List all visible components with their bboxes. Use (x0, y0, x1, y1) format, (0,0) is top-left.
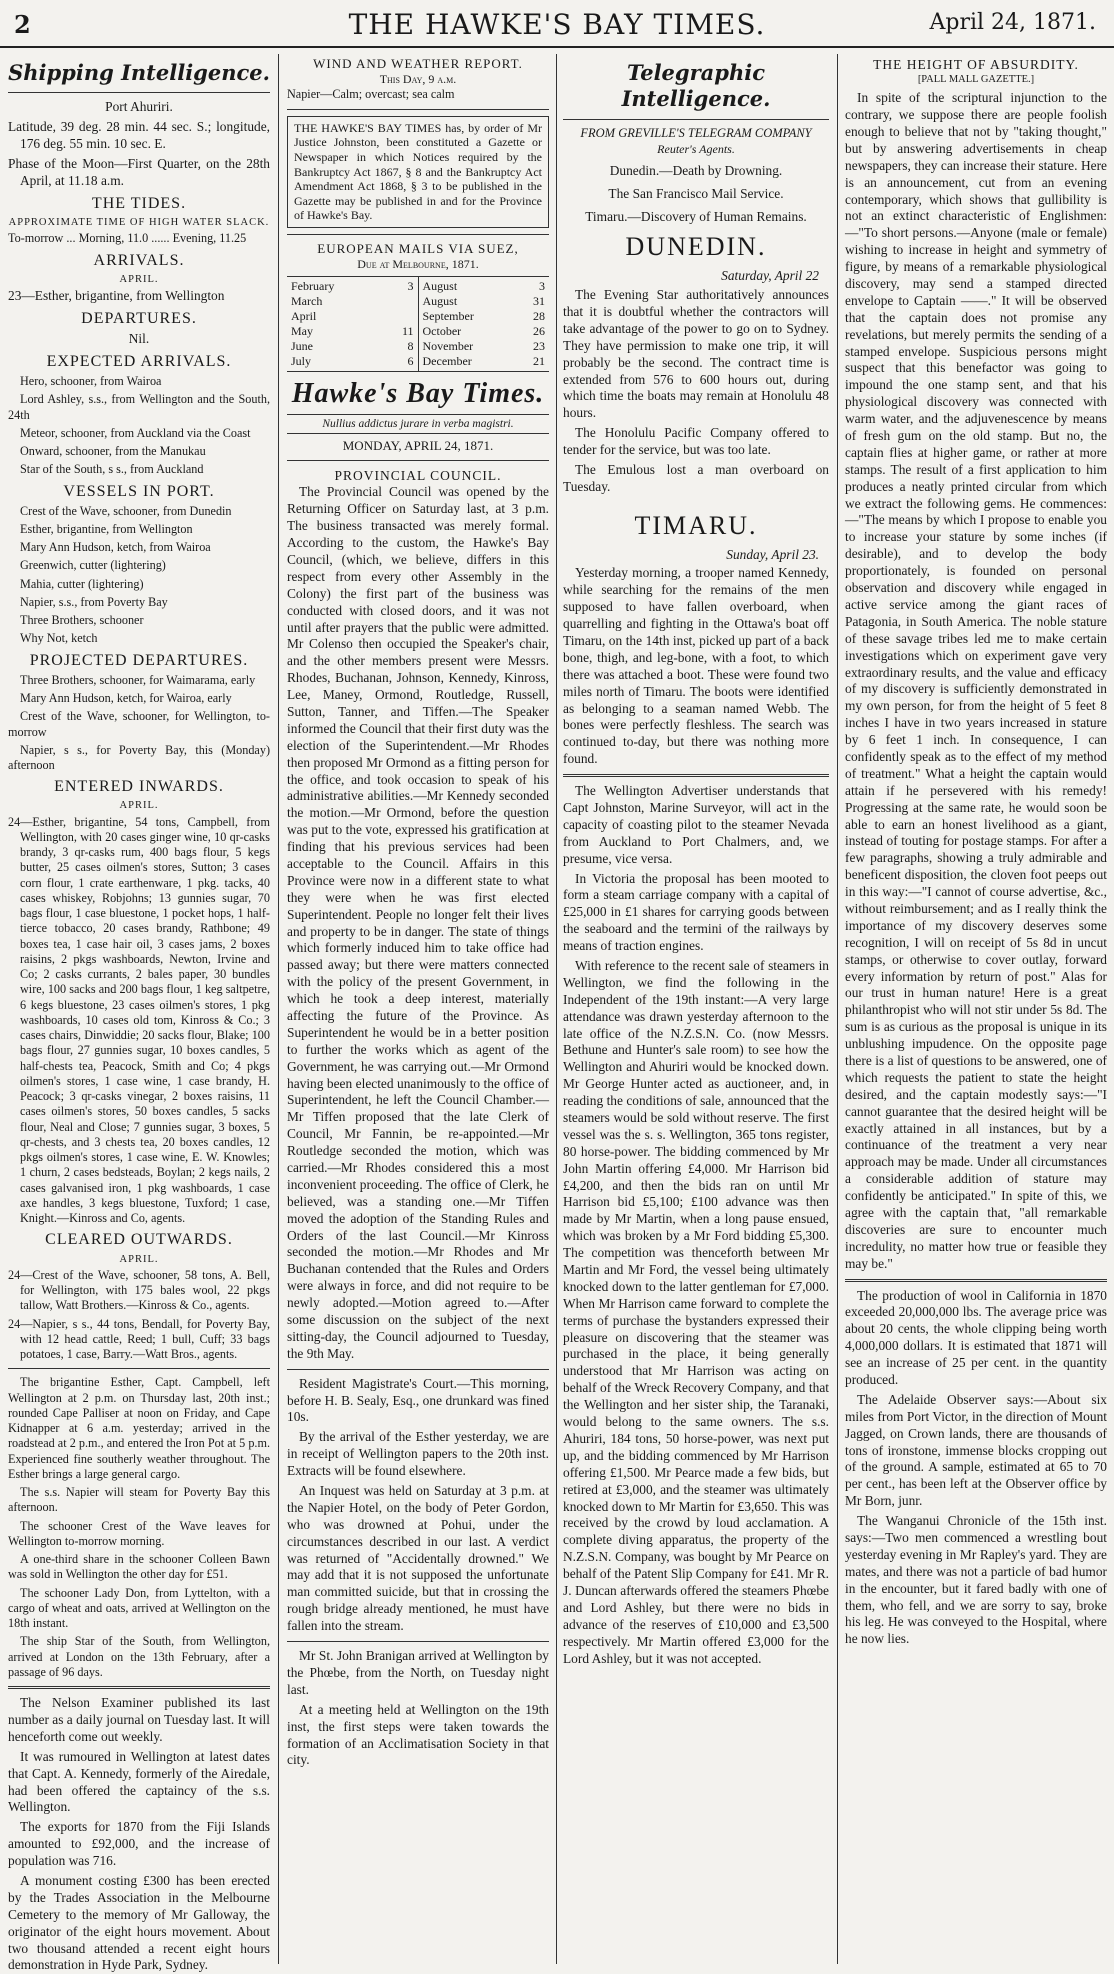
telegraphic-heading: Telegraphic Intelligence. (621, 60, 771, 112)
mails-right (419, 277, 550, 372)
weather-heading: WIND AND WEATHER REPORT. (313, 56, 523, 71)
cleared-month: APRIL. (119, 1253, 159, 1265)
divider (563, 119, 829, 120)
column-4 (845, 56, 1107, 1962)
vessel-item: Mahia, cutter (lightering) (20, 576, 144, 591)
news-item: The Adelaide Observer says:—About six miles from Port Victor, in the direction of Mount Jagged, on Crown lands, there are thousands of tons of ironstone, immense blocks cropping out of the ground. A sample, estimated at 65 to 70 per cent., has been left at the Observer office by Mr Born, junr. (845, 1391, 1107, 1509)
vessel-item: Esther, brigantine, from Wellington (20, 521, 193, 536)
column-rule (837, 54, 838, 1964)
divider (8, 1368, 270, 1369)
arrival-entry: 23—Esther, brigantine, from Wellington (8, 287, 225, 303)
news-item: Resident Magistrate's Court.—This morning, before H. B. Sealy, Esq., one drunkard was fined 10s. (287, 1375, 549, 1425)
port-name: Port Ahuriri. (105, 99, 173, 115)
dunedin-heading: DUNEDIN. (625, 232, 767, 262)
divider (287, 234, 549, 235)
news-item: By the arrival of the Esther yesterday, we are in receipt of Wellington papers to the 20th inst. Extracts will be found elsewhere. (287, 1429, 549, 1479)
mails-row: August 31 (422, 293, 545, 308)
column-rule (278, 54, 279, 1964)
column-1 (8, 56, 270, 1973)
expected-item: Star of the South, s s., from Auckland (20, 462, 204, 477)
projected-item: Three Brothers, schooner, for Waimarama, early (20, 672, 256, 687)
news-item: The Wellington Advertiser understands that Capt Johnston, Marine Surveyor, will act in the capacity of coasting pilot to the steamer Nevada from Auckland to Port Chalmers, and, we presume, vice versa. (563, 783, 829, 866)
news-item: The exports for 1870 from the Fiji Islands amounted to £92,000, and the increase of population was 716. (8, 1819, 270, 1869)
vessel-item: Greenwich, cutter (lightering) (20, 558, 166, 573)
timaru-paragraph: Yesterday morning, a trooper named Kennedy, while searching for the remains of the men supposed to have fallen overboard, when quarrelling and fighting in the Ottawa's boat off Timaru, on the 14th inst, picked up part of a back bone, thigh, and leg-bone, with a foot, to which there was attached a boot. These were found two miles north of Timaru. The boots were identified as belonging to a seaman named Webb. The bones were perfectly fleshless. The search was continued to-day, but there was nothing more found. (563, 565, 829, 767)
mails-row: May 11 (291, 323, 414, 338)
latlong: Latitude, 39 deg. 28 min. 44 sec. S.; longitude, 176 deg. 55 min. 10 sec. E. (8, 119, 270, 152)
mails-heading: EUROPEAN MAILS VIA SUEZ, (317, 241, 519, 257)
projected-item: Napier, s s., for Poverty Bay, this (Monday) afternoon (8, 742, 270, 773)
moon-phase: Phase of the Moon—First Quarter, on the 28th April, at 11.18 a.m. (8, 156, 270, 189)
article-source: [PALL MALL GAZETTE.] (917, 74, 1035, 85)
mails-row: September 28 (422, 308, 545, 323)
article-heading: THE HEIGHT OF ABSURDITY. (873, 57, 1079, 72)
tides-heading: THE TIDES. (91, 194, 187, 212)
news-item: The production of wool in California in 1870 exceeded 20,000,000 lbs. The average price was about 20 cents, the whole clipping being worth 4,000,000 dollars. It is estimated that 1871 will see an increase of 25 per cent. in the quantity produced. (845, 1287, 1107, 1388)
news-item: In Victoria the proposal has been mooted to form a steam carriage company with a capital of £25,000 in £1 shares for carrying goods between the seaboard and the termini of the railways by means of traction engines. (563, 870, 829, 954)
news-item: An Inquest was held on Saturday at 3 p.m. at the Napier Hotel, on the body of Peter Gordon, who was drowned at Pohui, under the circumstances described in our last. A verdict was returned of "Accidentally drowned." We may add that it is not supposed the unfortunate man committed suicide, but that in crossing the rough bridge already mentioned, he must have fallen into the stream. (287, 1483, 549, 1634)
column-3 (563, 56, 829, 1962)
mails-row: October 26 (422, 323, 545, 338)
issue-date: MONDAY, APRIL 24, 1871. (342, 438, 494, 453)
expected-item: Onward, schooner, from the Manukau (20, 444, 206, 458)
mails-row: April (291, 308, 317, 323)
gazette-notice (287, 116, 549, 228)
headline: The San Francisco Mail Service. (608, 185, 784, 201)
motto: Nullius addictus jurare in verba magistri. (287, 414, 549, 434)
vessel-item: Why Not, ketch (20, 631, 98, 646)
projected-item: Mary Ann Hudson, ketch, for Wairoa, early (20, 691, 232, 706)
news-item: The Nelson Examiner published its last number as a daily journal on Tuesday last. It will henceforth come out weekly. (8, 1695, 270, 1744)
shipping-news: The brigantine Esther, Capt. Campbell, left Wellington at 2 p.m. on Thursday last, 20th inst.; rounded Cape Palliser at noon on Friday, and Cape Kidnapper at 6 a.m. yesterday; arrived in the roadstead at 2 p.m., and entered the Iron Pot at 5 p.m. Experienced fine southerly weather throughout. The Esther brings a large general cargo. (8, 1375, 270, 1481)
mails-row: March (291, 293, 323, 308)
headline: Dunedin.—Death by Drowning. (609, 162, 783, 178)
weather-report: Napier—Calm; overcast; sea calm (287, 87, 455, 102)
tides-line: To-morrow ... Morning, 11.0 ...... Evening, 11.25 (8, 231, 247, 246)
article-body: In spite of the scriptural injunction to the contrary, we suppose there are people foolish enough to believe that not by "taking thought," but by answering advertisements in cheap newspapers, they can increase their stature. Here is an announcement, cut from an evening contemporary, which shows that gullibility is not an extinct characteristic of Englishmen:—"To short persons.—Anyone (male or female) wishing to increase in height and symmetry of figure, by means of a remarkable physiological discovery, may send a stamped directed envelope to Captain ——." It will be observed that the captain does not promise any revelations, but merely permits the sending of a stamped envelope. Suspicious persons might suspect that this benefactor was going to impound the one stamp sent, and that his physiological discovery was connected with warm water, and the adjuvenescence by means of fresh gum on the old stamp. But no, the captain flies at higher game, or rather at more stamps. The result of a first application to him produces a neatly printed circular from which we extract the following gems. He commences:—"The means by which I propose to enable you to increase your stature by some inches (if desirable), and to develop the body proportionately, is founded on personal observation and discovery while engaged in active service among the giant races of Patagonia, in South America. The noble stature of these savage tribes led me to make certain investigations which on experiment gave very extraordinary results, and the value and efficacy of my discovery is sufficiently demonstrated in my own person, for from the height of 5 feet 8 inches I have in two years increased in stature by 6 feet 1 inch. In consequence, I can confidently speak as to the effect of my method of treatment." What a height the captain would attain if he persevered with his remedy! Progressing at the same rate, he would soon be able to earn an honest livelihood as a giant, instead of touting for postage stamps. For after a few paragraphs, showing a truly admirable and beneficent disposition, the cloven foot peeps out in this way:—"I cannot of course advertise, &c., without reimbursement; and as I really think the importance of my discovery deserves some recognition, I will on receipt of 5s 8d in uncut stamps, or otherwise to cover outlay, forward every information by return of post." Alas for our trust in human nature! Here is a great philanthropist who will not stir under 5s 8d. The sum is as curious as the proposal is unique in its unblushing impudence. On the opposite page there is a list of questions to be answered, one of which requests the patient to state the height desired, and the captain modestly says:—"I cannot guarantee that the desired height will be exactly attained in all instances, but by a continuance of the treatment a very near approach may be made. Under all circumstances a considerable addition of stature may confidently be anticipated." In spite of this, we agree with the captain that, "all remarkable discoveries are sure to encounter much incredulity, no matter how true or feasible they may be." (845, 90, 1107, 1271)
timaru-date: Sunday, April 23. (726, 546, 819, 562)
editorial-masthead: Hawke's Bay Times. (291, 378, 545, 410)
news-item: A monument costing £300 has been erected by the Trades Association in the Melbourne Cemetery to the memory of Mr Galloway, the originator of the eight hours movement. About two thousand attended a recent eight hours demonstration in Hyde Park, Sydney. (8, 1872, 270, 1973)
dunedin-paragraph: The Honolulu Pacific Company offered to tender for the service, but was too late. (563, 425, 829, 458)
shipping-news: The schooner Lady Don, from Lyttelton, with a cargo of wheat and oats, arrived at Wellington on the 18th instant. (8, 1585, 270, 1631)
mails-row: February 3 (291, 278, 414, 293)
dunedin-paragraph: The Evening Star authoritatively announces that it is doubtful whether the contractors will take advantage of the power to go on to Sydney. They have permission to make one trip, it will probably be the second. The contract time is extended from 576 to 600 hours out, during which time the boats may remain at Honolulu 48 hours. (563, 287, 829, 421)
page-number: 2 (14, 10, 31, 39)
column-rule (556, 54, 557, 1964)
divider (287, 109, 549, 110)
cleared-heading: CLEARED OUTWARDS. (45, 1231, 233, 1249)
expected-item: Hero, schooner, from Wairoa (20, 374, 162, 388)
council-heading: PROVINCIAL COUNCIL. (334, 468, 502, 484)
masthead (0, 0, 1114, 48)
timaru-heading: TIMARU. (634, 510, 758, 540)
divider (287, 1641, 549, 1642)
mails-row: August 3 (422, 278, 545, 293)
issue-date-header: April 24, 1871. (929, 10, 1096, 35)
expected-item: Lord Ashley, s.s., from Wellington and the South, 24th (8, 392, 270, 422)
expected-item: Meteor, schooner, from Auckland via the Coast (20, 425, 251, 440)
shipping-heading: Shipping Intelligence. (8, 60, 270, 85)
dunedin-paragraph: The Emulous lost a man overboard on Tuesday. (563, 461, 829, 494)
mails-subheading: Due at Melbourne, 1871. (357, 257, 479, 272)
vessel-item: Three Brothers, schooner (20, 613, 144, 628)
departures-nil: Nil. (128, 330, 150, 346)
shipping-news: A one-third share in the schooner Colleen Bawn was sold in Wellington the other day for £51. (8, 1552, 270, 1582)
cleared-item: 24—Napier, s s., 44 tons, Bendall, for Poverty Bay, with 12 head cattle, Reed; 1 bull, Cuff; 33 bags potatoes, 1 case, Barry.—Watt Bros., agents. (8, 1316, 270, 1362)
shipping-news: The s.s. Napier will steam for Poverty Bay this afternoon. (8, 1485, 270, 1515)
council-report: The Provincial Council was opened by the Returning Officer on Saturday last, at 3 p.m. The business transacted was merely formal. According to the custom, the Hawke's Bay Council, (which, we believe, differs in this respect from every other Assembly in the Colony) the first part of the business was conducted with closed doors, and it was not until after prayers that the public were admitted. Mr Colenso then occupied the Speaker's chair, and the other members present were Messrs. Rhodes, Buchanan, Johnson, Kennedy, Kinross, Lee, Maney, Ormond, Routledge, Russell, Sutton, Tanner, and Tiffen.—The Speaker informed the Council that their first duty was the election of the Superintendent.—Mr Rhodes then proposed Mr Ormond as a fitting person for the office, and took occasion to speak of his administrative abilities.—Mr Kennedy seconded the motion.—Mr Ormond, before the question was put to the vote, expressed his gratification at finding that his previous services had been acceptable to the Council. Affairs in this Province were now in a different state to what they were when he was first elected Superintendent. People no longer felt their lives and property to be in danger. The state of things which formerly induced him to take office had passed away; but there were matters connected with the policy of the present Government, in which he took a deep interest, materially affecting the future of the Province. As Superintendent he would be in a better position to further the works which as agent of the Government, he was carrying out.—Mr Ormond having been elected unanimously to the office of Superintendent, he left the Council Chamber.—Mr Tiffen proposed that the late Clerk of Council, Mr Fannin, be re-appointed.—Mr Routledge seconded the motion, which was carried.—Mr Rhodes considered this a most inconvenient proceeding. The office of Clerk, he believed, was a standing one.—Mr Tiffen moved the adoption of the Standing Rules and Orders of the last Council.—Mr Kinross seconded the motion.—Mr Rhodes and Mr Buchanan contended that the Rules and Orders were always in force, and did not require to be newly adopted.—Motion agreed to.—After some discussion on the subject of the next sitting-day, the Council adjourned to Tuesday, the 9th May. (287, 484, 549, 1361)
divider (8, 1686, 270, 1689)
dunedin-date: Saturday, April 22 (721, 268, 819, 284)
divider (8, 92, 270, 93)
mails-row: July 6 (291, 354, 414, 369)
weather-time: This Day, 9 a.m. (379, 72, 457, 87)
shipping-news: The ship Star of the South, from Wellington, arrived at London on the 13th February, after a passage of 96 days. (8, 1634, 270, 1679)
newspaper-title: THE HAWKE'S BAY TIMES. (348, 8, 766, 41)
headline: Timaru.—Discovery of Human Remains. (585, 208, 807, 224)
departures-heading: DEPARTURES. (81, 309, 197, 327)
mails-row: December 21 (422, 354, 545, 369)
divider (845, 1279, 1107, 1282)
vessel-item: Crest of the Wave, schooner, from Dunedin (20, 503, 232, 518)
tides-subheading: APPROXIMATE TIME OF HIGH WATER SLACK. (8, 217, 270, 229)
divider (563, 774, 829, 777)
news-item: With reference to the recent sale of steamers in Wellington, we find the following in the Independent of the 19th instant:—A very large attendance was drawn yesterday afternoon to the late office of the N.Z.S.N. Co. (now Messrs. Bethune and Hunter's sale room) to see how the Wellington and Ahuriri would be knocked down. Mr George Hunter acted as auctioneer, and, in reading the conditions of sale, announced that the steamers would be sold without reserve. The first vessel was the s. s. Wellington, 365 tons register, 80 horse-power. The bidding commenced by Mr John Martin offering £4,000. Mr Harrison bid £4,200, and then the bids ran on until Mr Harrison bid £5,100; £100 advance was then made by Mr Martin, when a long pause ensued, which was broken by a Mr Ford bidding £5,300. The competition was thenceforth between Mr Martin and Mr Ford, the vessel being ultimately knocked down to the latter gentleman for £7,000. When Mr Harrison came forward to complete the terms of purchase the bystanders expressed their pleasure on discovering that the steamer was purchased in the place, it being generally understood that Mr Harrison was acting on behalf of the Wreck Recovery Company, and that the Wellington and her sister ship, the Taranaki, would belong to the same owners. The s.s. Ahuriri, 184 tons, 50 horse-power, was next put up, and the bidding commenced by Mr Harrison offering £1,500. Mr Pearce made a few bids, but retired at £3,000, and the steamer was ultimately knocked down to Mr Martin for £3,650. This was received by the crowd by loud acclamation. A complete diving apparatus, the property of the N.Z.S.N. Company, was bought by Mr Pearce on behalf of the Patent Slip Company for £41. Mr R. J. Duncan afterwards offered the steamers Phœbe and Lord Ashley, but there were no bids in advance of the reserves of £10,000 and £3,500 respectively. Mr Martin offered £3,000 for the Lord Ashley, but it was not accepted. (563, 958, 829, 1666)
column-2 (287, 56, 549, 1962)
projected-heading: PROJECTED DEPARTURES. (29, 651, 249, 669)
news-item: Mr St. John Branigan arrived at Wellington by the Phœbe, from the North, on Tuesday night last. (287, 1648, 549, 1697)
news-item: At a meeting held at Wellington on the 19th inst, the first steps were taken towards the formation of an Acclimatisation Society in that city. (287, 1701, 549, 1768)
news-item: It was rumoured in Wellington at latest dates that Capt. A. Kennedy, formerly of the Airedale, had been offered the captaincy of the s.s. Wellington. (8, 1748, 270, 1815)
expected-heading: EXPECTED ARRIVALS. (46, 352, 232, 370)
mails-left (287, 277, 419, 372)
gazette-notice-text: THE HAWKE'S BAY TIMES has, by order of Mr Justice Johnston, been constituted a Gazette or Newspaper in which Notices required by the Bankruptcy Act 1867, § 8 and the Bankruptcy Act Amendment Act 1868, § 3 to be published in the Gazette may be published in and for the Province of Hawke's Bay. (294, 120, 542, 223)
entered-heading: ENTERED INWARDS. (54, 778, 224, 796)
entered-month: APRIL. (119, 800, 159, 812)
mails-row: June 8 (291, 339, 414, 354)
cleared-item: 24—Crest of the Wave, schooner, 58 tons, A. Bell, for Wellington, with 175 bales wool, 22 pkgs tallow, Watt Brothers.—Kinross & Co., agents. (8, 1267, 270, 1313)
vessel-item: Napier, s.s., from Poverty Bay (20, 594, 168, 609)
vessel-item: Mary Ann Hudson, ketch, from Wairoa (20, 540, 211, 555)
telegram-agents: Reuter's Agents. (657, 141, 735, 156)
arrivals-heading: ARRIVALS. (93, 251, 185, 269)
divider (287, 460, 549, 461)
projected-item: Crest of the Wave, schooner, for Wellington, to-morrow (8, 709, 270, 739)
mails-table (287, 276, 549, 373)
vessels-heading: VESSELS IN PORT. (63, 482, 215, 500)
entered-text: 24—Esther, brigantine, 54 tons, Campbell, from Wellington, with 20 cases ginger wine, 10 qr-casks brandy, 3 qr-casks rum, 400 bags flour, 5 kegs butter, 25 cases oilmen's stores, Sutton; 3 cases corn flour, 1 crate earthenware, 1 pkg. tacks, 40 cases whiskey, Robjohns; 13 gunnies sugar, 70 bags flour, 1 case bluestone, 1 pocket hops, 1 half-tierce tobacco, 20 cases brandy, Rathbone; 49 boxes tea, 1 case hair oil, 3 cases jams, 2 boxes raisins, 2 pkgs washboards, Newton, Irvine and Co; 2 casks currants, 2 bales paper, 30 bundles wire, 100 sacks and 200 bags flour, 1 keg saltpetre, 6 kegs bluestone, 23 cases oilmen's stores, 1 pkg washboards, 10 cases old tom, Kinross & Co.; 3 cases chairs, Dinwiddie; 20 sacks flour, Blake; 100 bags flour, 27 gunnies sugar, 10 boxes candles, 5 half-chests tea, Peacock, Smith and Co; 4 pkgs oilmen's stores, 1 case wine, 1 case brandy, H. Peacock; 3 qr-casks vinegar, 2 boxes raisins, 11 cases oilmen's stores, 50 boxes candles, 5 sacks flour, Neal and Close; 7 gunnies sugar, 3 boxes, 5 qr-chests, and 3 chests tea, 20 boxes candles, 12 pkgs oilmen's stores, 1 case wine, E. W. Knowles; 1 churn, 2 cases bedsteads, Boylan; 2 kegs nails, 2 cases galvanised iron, 1 pkg washboards, 1 case axe handles, 3 kegs bluestone, Tuxford; 1 case, Knight.—Kinross and Co, agents. (8, 814, 270, 1226)
news-item: The Wanganui Chronicle of the 15th inst. says:—Two men commenced a wrestling bout yesterday evening in Mr Rapley's yard. They are mates, and there was not a particle of bad humor in the encounter, but it fared badly with one of them, who fell, and we are sorry to say, broke his leg. He was conveyed to the Hospital, where he now lies. (845, 1513, 1107, 1647)
mails-row: November 23 (422, 339, 545, 354)
arrivals-month: APRIL. (119, 273, 159, 285)
shipping-news: The schooner Crest of the Wave leaves for Wellington to-morrow morning. (8, 1518, 270, 1548)
telegram-source: FROM GREVILLE'S TELEGRAM COMPANY (580, 125, 812, 140)
divider (287, 1369, 549, 1370)
